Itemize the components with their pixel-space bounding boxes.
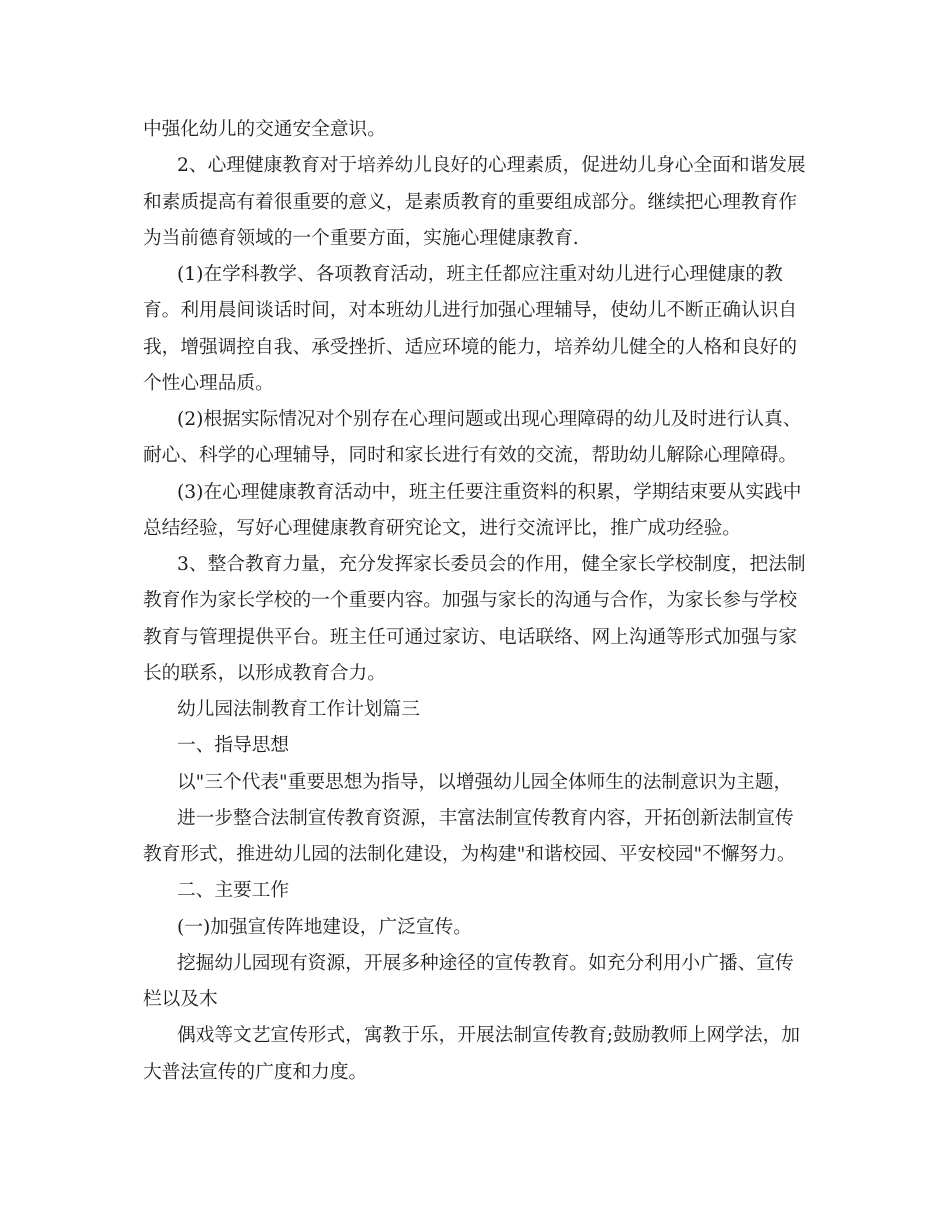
text-line: 个性心理品质。 bbox=[143, 372, 274, 394]
text-line: 耐心、科学的心理辅导，同时和家长进行有效的交流，帮助幼儿解除心理障碍。 bbox=[143, 445, 798, 467]
paragraph-start-line: 2、心理健康教育对于培养幼儿良好的心理素质，促进幼儿身心全面和谐发展 bbox=[177, 155, 806, 177]
paragraph-start-line: (3)在心理健康教育活动中，班主任要注重资料的积累，学期结束要从实践中 bbox=[177, 481, 802, 503]
paragraph-start-line: (2)根据实际情况对个别存在心理问题或出现心理障碍的幼儿及时进行认真、 bbox=[177, 409, 802, 430]
text-line: 栏以及木 bbox=[143, 989, 218, 1010]
paragraph-start-line: (1)在学科教学、各项教育活动，班主任都应注重对幼儿进行心理健康的教 bbox=[177, 264, 783, 285]
paragraph-start-line: 挖掘幼儿园现有资源，开展多种途径的宣传教育。如充分利用小广播、宣传 bbox=[177, 952, 794, 974]
subsection-heading: 一、指导思想 bbox=[177, 735, 290, 757]
paragraph-start-line: 偶戏等文艺宣传形式，寓教于乐，开展法制宣传教育;鼓励教师上网学法，加 bbox=[177, 1025, 800, 1047]
text-line: 育。利用晨间谈话时间，对本班幼儿进行加强心理辅导，使幼儿不断正确认识自 bbox=[143, 300, 798, 322]
text-line: 为当前德育领域的一个重要方面，实施心理健康教育. bbox=[143, 227, 579, 249]
text-line: 和素质提高有着很重要的意义，是素质教育的重要组成部分。继续把心理教育作 bbox=[143, 191, 798, 213]
document-body bbox=[143, 112, 823, 1091]
text-line: 总结经验，写好心理健康教育研究论文，进行交流评比，推广成功经验。 bbox=[143, 517, 741, 539]
paragraph-start-line: 进一步整合法制宣传教育资源，丰富法制宣传教育内容，开拓创新法制宣传 bbox=[177, 807, 794, 829]
text-line: 教育作为家长学校的一个重要内容。加强与家长的沟通与合作，为家长参与学校 bbox=[143, 590, 798, 612]
text-line: 中强化幼儿的交通安全意识。 bbox=[143, 119, 386, 140]
text-line: 长的联系，以形成教育合力。 bbox=[143, 662, 386, 684]
subsection-heading: 二、主要工作 bbox=[177, 880, 290, 902]
text-line: 我，增强调控自我、承受挫折、适应环境的能力，培养幼儿健全的人格和良好的 bbox=[143, 336, 798, 358]
paragraph-start-line: 3、整合教育力量，充分发挥家长委员会的作用，健全家长学校制度，把法制 bbox=[177, 554, 806, 575]
text-line: 大普法宣传的广度和力度。 bbox=[143, 1061, 368, 1083]
text-line: 教育与管理提供平台。班主任可通过家访、电话联络、网上沟通等形式加强与家 bbox=[143, 626, 798, 648]
text-line: 教育形式，推进幼儿园的法制化建设，为构建"和谐校园、平安校园"不懈努力。 bbox=[143, 844, 796, 865]
paragraph-start-line: 以"三个代表"重要思想为指导，以增强幼儿园全体师生的法制意识为主题， bbox=[177, 771, 793, 793]
section-heading: 幼儿园法制教育工作计划篇三 bbox=[177, 699, 420, 720]
item-heading: (一)加强宣传阵地建设，广泛宣传。 bbox=[177, 916, 472, 938]
